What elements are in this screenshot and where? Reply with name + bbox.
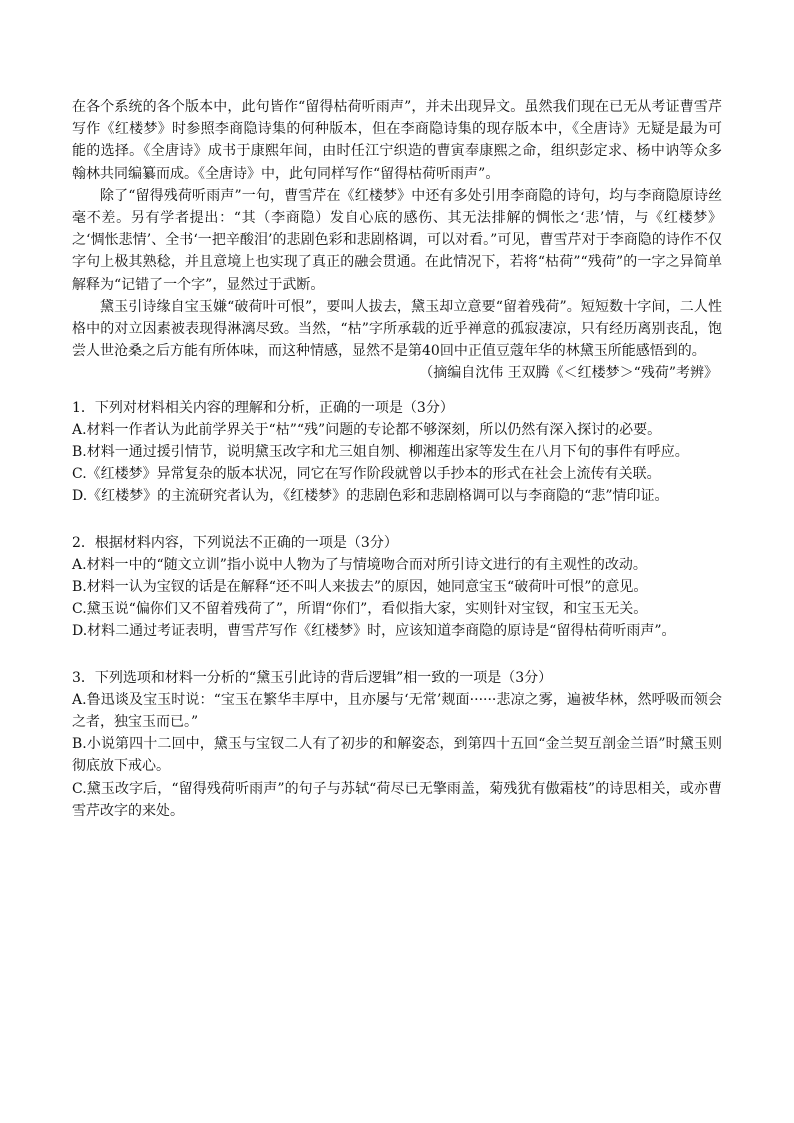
option-c: C.《红楼梦》异常复杂的版本状况，同它在写作阶段就曾以手抄本的形式在社会上流传有关联。 [72,466,661,483]
option-a: A.鲁迅谈及宝玉时说：“宝玉在繁华丰厚中，且亦屡与‘无常’觌面······悲凉之雾，遍被华林，然呼吸而领会之者，独宝玉而已。” [72,691,722,731]
option-b: B.小说第四十二回中，黛玉与宝钗二人有了初步的和解姿态，到第四十五回“金兰契互剖金兰语”时黛玉则彻底放下戒心。 [72,736,722,775]
question-stem: 3．下列选项和材料一分析的“黛玉引此诗的背后逻辑”相一致的一项是（3分） [72,669,553,686]
option-a: A.材料一作者认为此前学界关于“枯”“残”问题的专论都不够深刻，所以仍然有深入探讨的必要。 [72,421,662,438]
option-d: D.材料二通过考证表明，曹雪芹写作《红楼梦》时，应该知道李商隐的原诗是“留得枯荷听雨声”。 [72,623,676,640]
question-3 [72,667,722,822]
option-d: D.《红楼梦》的主流研究者认为，《红楼梦》的悲剧色彩和悲剧格调可以与李商隐的“悲”情印证。 [72,488,669,505]
option-c: C.黛玉改字后，“留得残荷听雨声”的句子与苏轼“荷尽已无擎雨盖，菊残犹有傲霜枝”的诗思相关，或亦曹雪芹改字的来处。 [72,780,722,819]
paragraph: 除了“留得残荷听雨声”一句，曹雪芹在《红楼梦》中还有多处引用李商隐的诗句，均与李商隐原诗丝毫不差。另有学者提出：“其（李商隐）发自心底的感伤、其无法排解的惆怅之‘悲’情，与《红楼梦》之‘惆怅悲情’、全书‘一把辛酸泪’的悲剧色彩和悲剧格调，可以对看。”可见，曹雪芹对于李商隐的诗作不仅字句上极其熟稔，并且意境上也实现了真正的融会贯通。在此情况下，若将“枯荷”“残荷”的一字之异简单解释为“记错了一个字”，显然过于武断。 [72,187,722,293]
option-b: B.材料一通过援引情节，说明黛玉改字和尤三姐自刎、柳湘莲出家等发生在八月下旬的事件有呼应。 [72,444,689,461]
source-citation: （摘编自沈伟 王双腾《＜红楼梦＞“残荷”考辨》 [419,365,718,382]
option-b: B.材料一认为宝钗的话是在解释“还不叫人来拔去”的原因，她同意宝玉“破荷叶可恨”的意见。 [72,579,648,596]
paragraph: 在各个系统的各个版本中，此句皆作“留得枯荷听雨声”，并未出现异文。虽然我们现在已无从考证曹雪芹写作《红楼梦》时参照李商隐诗集的何种版本，但在李商隐诗集的现存版本中，《全唐诗》无疑是最为可能的选择。《全唐诗》成书于康熙年间，由时任江宁织造的曹寅奉康熙之命，组织彭定求、杨中讷等众多翰林共同编纂而成。《全唐诗》中，此句同样写作“留得枯荷听雨声”。 [72,99,722,182]
question-2 [72,532,722,643]
option-a: A.材料一中的“随文立训”指小说中人物为了与情境吻合而对所引诗文进行的有主观性的改动。 [72,556,647,573]
question-1 [72,397,722,508]
passage [72,96,722,385]
paragraph: 黛玉引诗缘自宝玉嫌“破荷叶可恨”，要叫人拔去，黛玉却立意要“留着残荷”。短短数十字间，二人性格中的对立因素被表现得淋漓尽致。当然，“枯”字所承载的近乎禅意的孤寂凄凉，只有经历离别丧乱，饱尝人世沧桑之后方能有所体味，而这种情感，显然不是第40回中正值豆蔻年华的林黛玉所能感悟到的。 [72,298,722,360]
question-stem: 2．根据材料内容，下列说法不正确的一项是（3分） [72,534,398,551]
option-c: C.黛玉说“偏你们又不留着残荷了”，所谓“你们”，看似指大家，实则针对宝钗，和宝玉无关。 [72,601,648,618]
question-stem: 1．下列对材料相关内容的理解和分析，正确的一项是（3分） [72,399,454,416]
